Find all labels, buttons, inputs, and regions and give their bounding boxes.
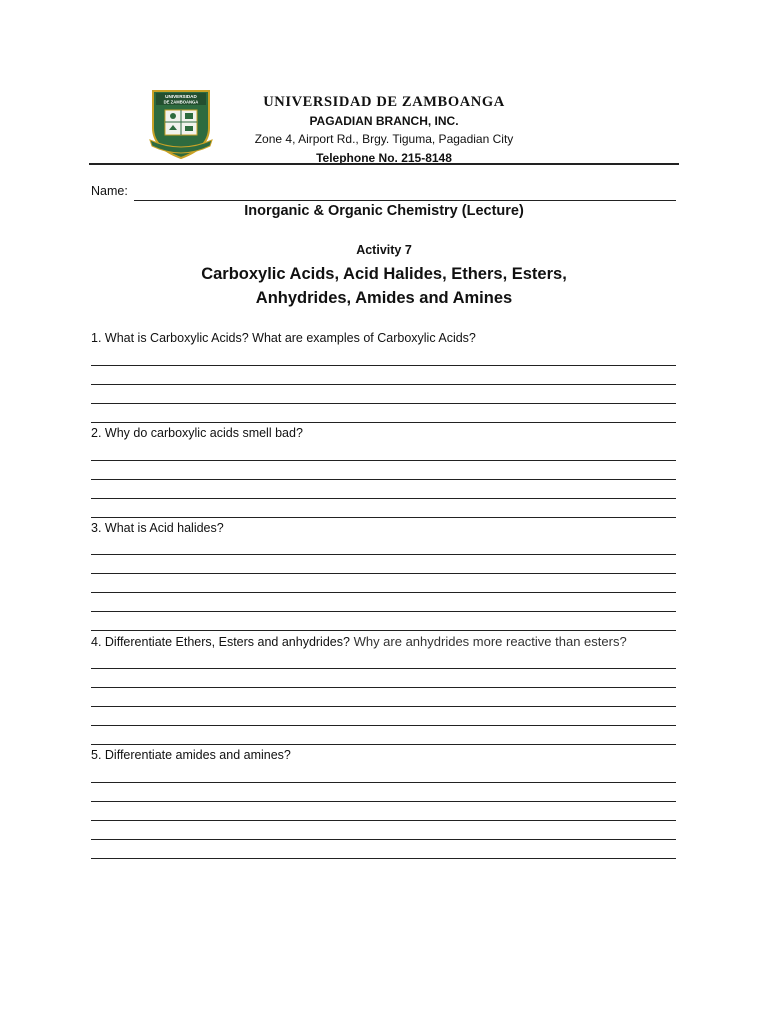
address: Zone 4, Airport Rd., Brgy. Tiguma, Pagadian City [254,132,514,146]
question-text: 3. What is Acid halides? [91,521,224,535]
name-blank-line[interactable] [134,200,676,201]
answer-line[interactable] [91,517,676,518]
answer-line[interactable] [91,820,676,821]
question-3 [91,521,681,535]
answer-line[interactable] [91,858,676,859]
answer-line[interactable] [91,573,676,574]
answer-line[interactable] [91,744,676,745]
answer-line[interactable] [91,479,676,480]
answer-line[interactable] [91,403,676,404]
header-divider [89,163,679,165]
telephone: Telephone No. 215-8148 [316,151,452,165]
answer-line[interactable] [91,630,676,631]
name-label: Name: [91,184,128,198]
answer-line[interactable] [91,554,676,555]
question-followup: Why are anhydrides more reactive than esters? [349,634,627,649]
question-2 [91,426,681,440]
answer-line[interactable] [91,668,676,669]
activity-title-line-1: Carboxylic Acids, Acid Halides, Ethers, Esters, [201,265,567,283]
course-title: Inorganic & Organic Chemistry (Lecture) [244,203,524,219]
answer-line[interactable] [91,725,676,726]
svg-text:UNIVERSIDAD: UNIVERSIDAD [165,94,197,99]
answer-line[interactable] [91,839,676,840]
answer-line[interactable] [91,384,676,385]
svg-text:DE ZAMBOANGA: DE ZAMBOANGA [163,99,199,105]
answer-line[interactable] [91,611,676,612]
answer-line[interactable] [91,782,676,783]
branch-name: PAGADIAN BRANCH, INC. [309,114,459,128]
answer-line[interactable] [91,687,676,688]
question-text: 2. Why do carboxylic acids smell bad? [91,426,303,440]
question-text: 4. Differentiate Ethers, Esters and anhydrides? [91,635,350,649]
question-4 [91,634,681,649]
answer-line[interactable] [91,498,676,499]
question-5 [91,748,681,762]
letterhead [250,92,518,168]
question-text: 5. Differentiate amides and amines? [91,748,291,762]
question-1 [91,331,681,345]
university-name: UNIVERSIDAD DE ZAMBOANGA [263,94,505,110]
university-seal-icon [148,88,214,160]
activity-title [0,262,768,310]
answer-line[interactable] [91,801,676,802]
activity-title-line-2: Anhydrides, Amides and Amines [255,289,513,307]
answer-line[interactable] [91,422,676,423]
activity-label: Activity 7 [356,243,412,257]
answer-line[interactable] [91,592,676,593]
name-field[interactable] [91,184,676,204]
answer-line[interactable] [91,365,676,366]
answer-line[interactable] [91,706,676,707]
answer-line[interactable] [91,460,676,461]
question-text: 1. What is Carboxylic Acids? What are examples of Carboxylic Acids? [91,331,476,345]
